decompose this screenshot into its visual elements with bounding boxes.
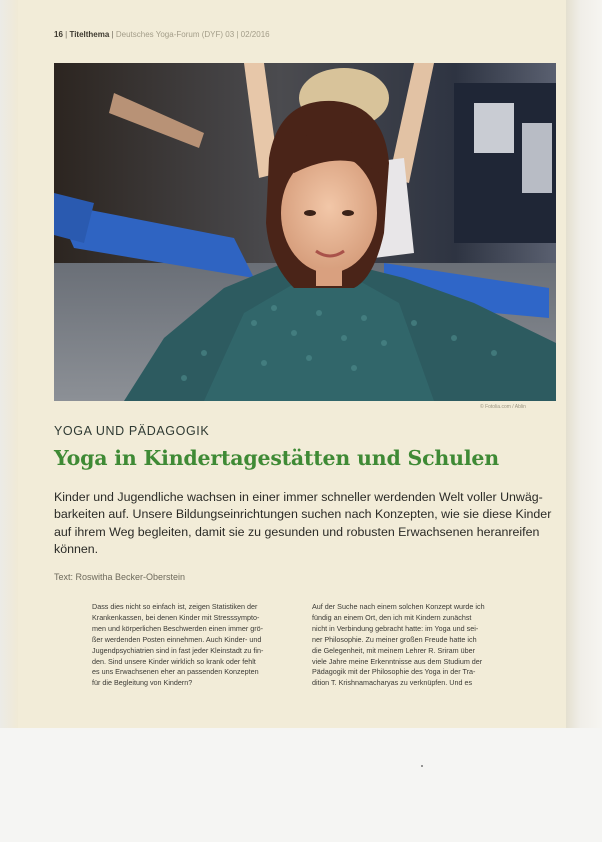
body-line: nicht in Verbindung gebracht hatte: im Yoga und sei- [312, 623, 479, 633]
body-line: men und körperlichen Beschwerden einen immer grö- [92, 623, 263, 633]
body-line: viele Jahre meine Erkenntnisse aus dem Studium der [312, 656, 483, 666]
page-number: 16 [54, 30, 63, 39]
scan-bottom-margin [0, 728, 602, 842]
body-line: Auf der Suche nach einem solchen Konzept wurde ich [312, 602, 485, 611]
lead-line: können. [54, 542, 99, 557]
body-line: ner Philosophie. Zu meiner großen Freude hatte ich [312, 634, 477, 644]
lead-line: auf ihrem Weg begleiten, damit sie zu gesunden und robusten Erwachsenen heranreifen [54, 524, 540, 539]
lead-line: Kinder und Jugendliche wachsen in einer immer schneller werdenden Welt voller Unwäg- [54, 490, 543, 504]
body-line: Jugendpsychiatrien sind in fast jeder Kleinstadt zu fin- [92, 645, 264, 655]
section-name: Titelthema [69, 30, 110, 39]
girl-yoga-photo [54, 63, 556, 401]
body-line: Krankenkassen, bei denen Kinder mit Stresssympto- [92, 612, 260, 622]
scan-page-edge-shadow [566, 0, 602, 842]
author-byline: Text: Roswitha Becker-Oberstein [54, 572, 186, 582]
body-line: für die Begleitung von Kindern? [92, 678, 193, 688]
body-line: es uns Erwachsenen eher an passenden Konzepten [92, 667, 259, 677]
publication-info: Deutsches Yoga-Forum (DYF) 03 | 02/2016 [115, 30, 270, 39]
article-kicker: YOGA UND PÄDAGOGIK [54, 424, 210, 438]
body-line: die Gelegenheit, mit meinem Lehrer R. Sriram über [312, 645, 475, 655]
body-line: fündig an einem Ort, den ich mit Kindern zunächst [312, 612, 472, 622]
article-title: Yoga in Kindertagestätten und Schulen [54, 446, 499, 470]
body-line: Dass dies nicht so einfach ist, zeigen Statistiken der [92, 602, 258, 611]
body-column-2 [312, 602, 522, 689]
body-line: Pädagogik mit der Philosophie des Yoga in der Tra- [312, 667, 476, 677]
article-photo [54, 63, 556, 401]
body-line: dition T. Krishnamacharyas zu verknüpfen. Und es [312, 678, 473, 688]
scan-speck [421, 765, 423, 767]
body-line: ßer werdenden Posten einnehmen. Auch Kinder- und [92, 634, 262, 644]
photo-credit: © Fotolia.com / Ablin [480, 404, 526, 410]
body-line: den. Sind unsere Kinder wirklich so krank oder fehlt [92, 656, 256, 666]
body-column-1 [92, 602, 302, 689]
article-lead [54, 489, 552, 559]
lead-line: barkeiten auf. Unsere Bildungseinrichtungen suchen nach Konzepten, wie sie diese Kinder [54, 507, 552, 522]
scan-left-margin [0, 0, 18, 728]
running-header: 16 | Titelthema | Deutsches Yoga-Forum (DYF) 03 | 02/2016 [54, 30, 270, 39]
